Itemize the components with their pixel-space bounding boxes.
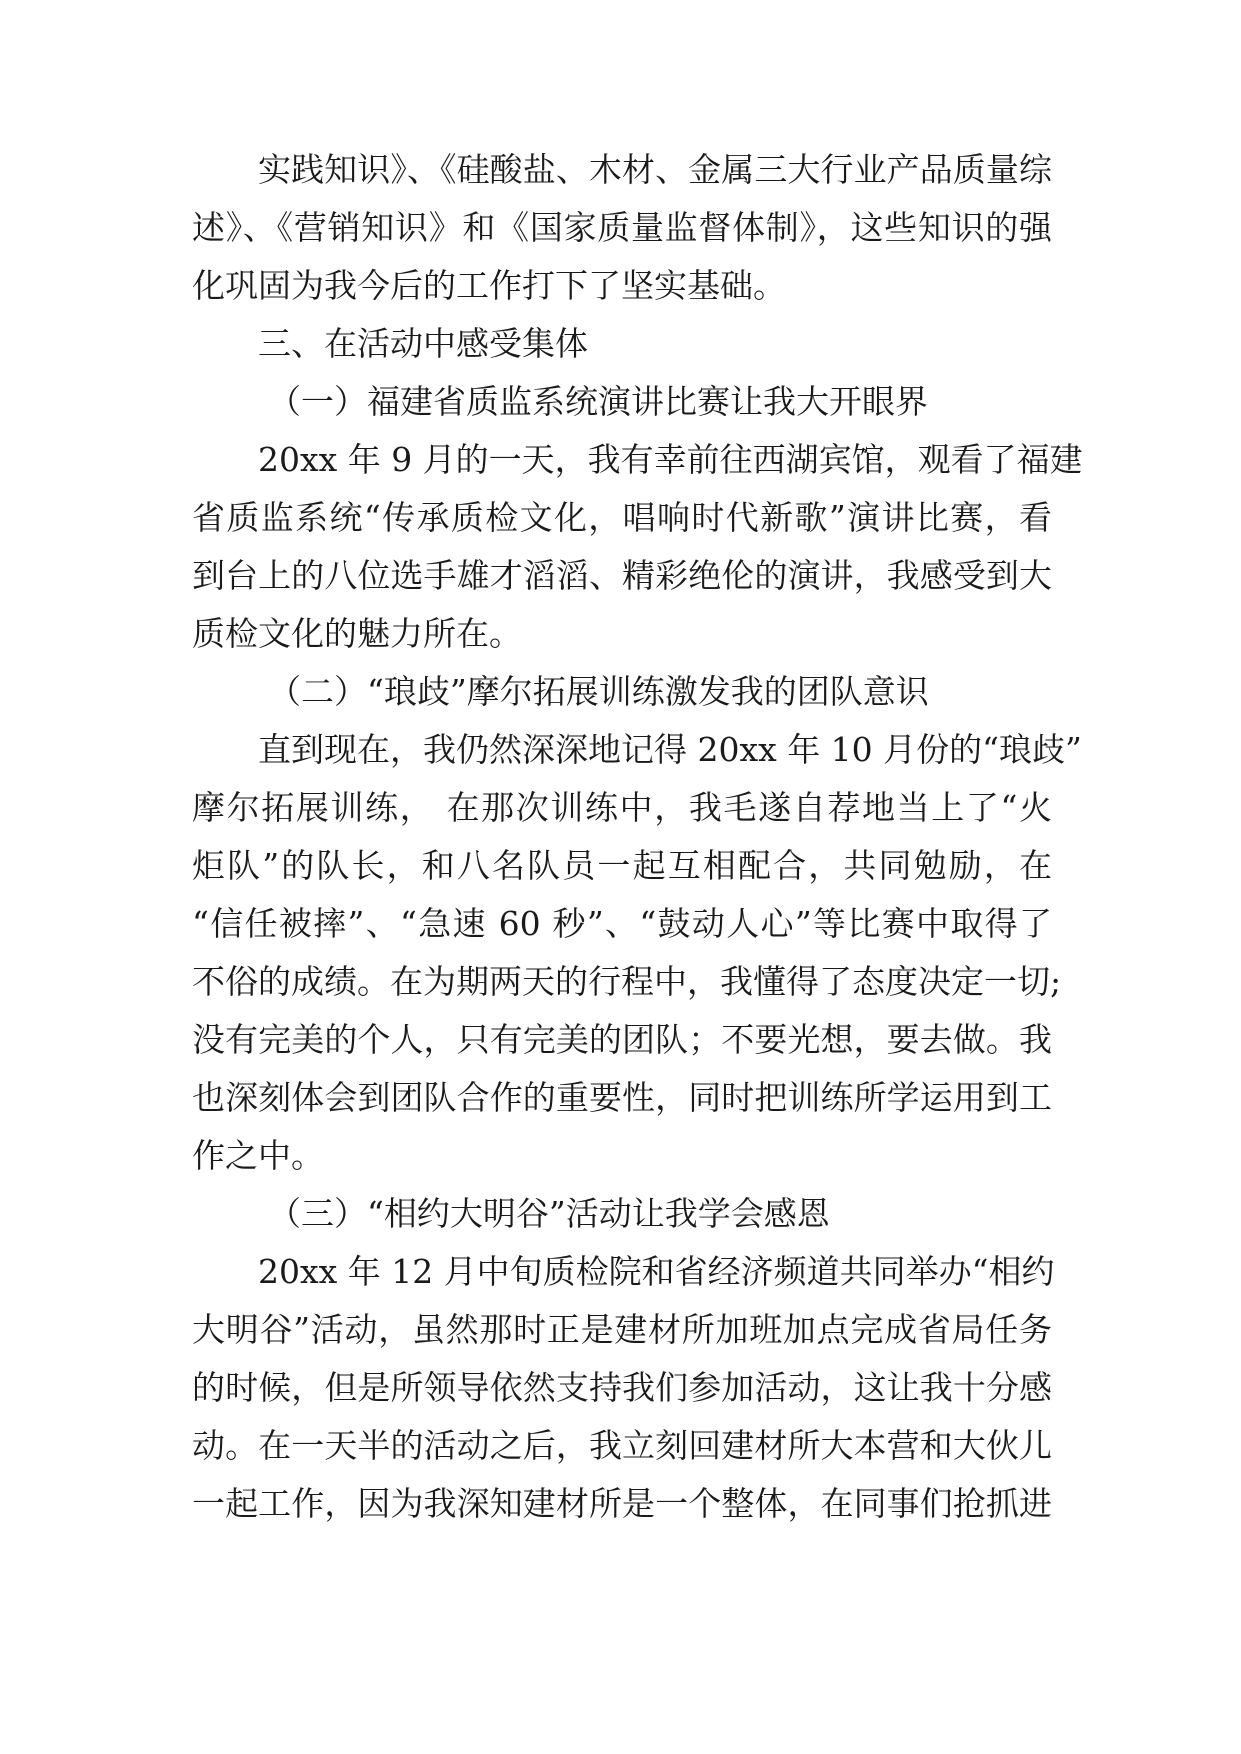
body-line: 没有完美的个人，只有完美的团队；不要光想，要去做。我	[192, 1020, 1052, 1059]
body-line: 摩尔拓展训练， 在那次训练中，我毛遂自荐地当上了“火	[192, 788, 1052, 827]
body-line: 的时候，但是所领导依然支持我们参加活动，这让我十分感	[192, 1368, 1052, 1407]
body-line: 省质监系统“传承质检文化，唱响时代新歌”演讲比赛，看	[192, 498, 1052, 537]
body-line: 动。在一天半的活动之后，我立刻回建材所大本营和大伙儿	[192, 1426, 1052, 1465]
body-line: 实践知识》、《硅酸盐、木材、金属三大行业产品质量综	[258, 150, 1052, 189]
body-line: 不俗的成绩。在为期两天的行程中，我懂得了态度决定一切;	[192, 962, 1062, 1001]
body-line: 也深刻体会到团队合作的重要性，同时把训练所学运用到工	[192, 1078, 1052, 1117]
body-line: 作之中。	[192, 1136, 324, 1175]
body-line: 20xx 年 9 月的一天，我有幸前往西湖宾馆，观看了福建	[258, 440, 1083, 479]
body-line: 一起工作，因为我深知建材所是一个整体，在同事们抢抓进	[192, 1484, 1052, 1523]
body-line: 20xx 年 12 月中旬质检院和省经济频道共同举办“相约	[258, 1252, 1055, 1291]
subsection-heading: （二）“琅歧”摩尔拓展训练激发我的团队意识	[268, 672, 929, 711]
body-line: 化巩固为我今后的工作打下了坚实基础。	[192, 266, 786, 305]
body-line: “信任被摔”、“急速 60 秒”、“鼓动人心”等比赛中取得了	[192, 904, 1052, 943]
subsection-heading: （三）“相约大明谷”活动让我学会感恩	[268, 1194, 830, 1233]
subsection-heading: （一）福建省质监系统演讲比赛让我大开眼界	[268, 382, 928, 421]
body-line: 大明谷”活动，虽然那时正是建材所加班加点完成省局任务	[192, 1310, 1052, 1349]
body-line: 炬队”的队长，和八名队员一起互相配合，共同勉励，在	[192, 846, 1052, 885]
section-heading: 三、在活动中感受集体	[258, 324, 588, 363]
body-line: 到台上的八位选手雄才滔滔、精彩绝伦的演讲，我感受到大	[192, 556, 1052, 595]
body-line: 质检文化的魅力所在。	[192, 614, 522, 653]
body-line: 直到现在，我仍然深深地记得 20xx 年 10 月份的“琅歧”	[258, 730, 1082, 769]
body-line: 述》、《营销知识》和《国家质量监督体制》，这些知识的强	[192, 208, 1052, 247]
